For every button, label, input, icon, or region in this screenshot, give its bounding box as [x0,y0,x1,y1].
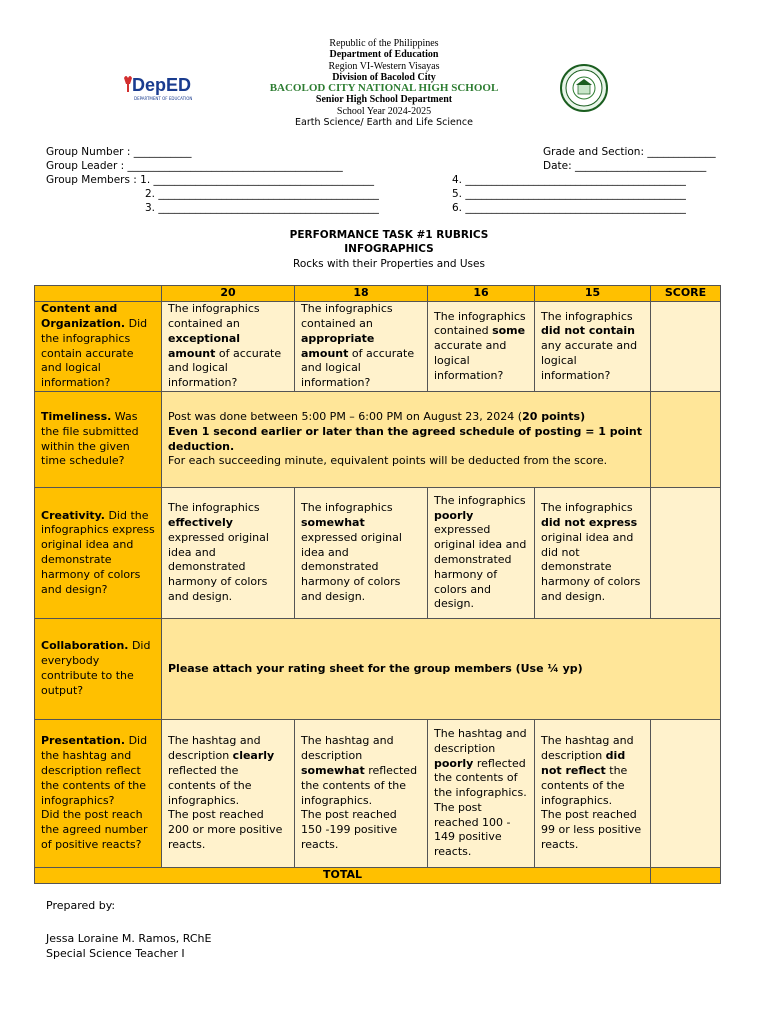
content-18: The infographics contained an appropriate amount of accurate and logical information? [295,302,428,392]
member-3-field: 3. __________________________________________ [145,202,379,214]
member-5-field: 5. __________________________________________ [452,188,686,200]
criterion-presentation-text: Presentation. Did the hashtag and description reflect the contents of the infographics? Did the post reach the agreed number of positive reacts? [41,734,148,851]
rubric-row-presentation [35,720,721,868]
criterion-creativity-text: Creativity. Did the infographics express original idea and demonstrate harmony of colors and design? [41,508,155,596]
creativity-15: The infographics did not express original idea and did not demonstrate harmony of colors and design. [535,488,651,619]
creativity-16: The infographics poorly expressed original idea and demonstrated harmony of colors and design. [428,488,535,619]
rubric-row-timeliness [35,392,721,488]
logo-deped-subtext: DEPARTMENT OF EDUCATION [134,96,193,101]
content-20: The infographics contained an exceptional amount of accurate and logical information? [162,302,295,392]
torch-icon [124,76,132,92]
presentation-18: The hashtag and description somewhat reflected the contents of the infographics. The post reached 150 -199 positive reacts. [295,720,428,868]
content-16: The infographics contained some accurate and logical information? [428,302,535,392]
creativity-20: The infographics effectively expressed original idea and demonstrated harmony of colors and design. [162,488,295,619]
preparer-position: Special Science Teacher I [46,947,185,960]
rubric-header-18: 18 [295,286,428,302]
header-line-republic: Republic of the Philippines [329,38,439,49]
rubric-total-row [35,868,721,884]
school-name: BACOLOD CITY NATIONAL HIGH SCHOOL [269,82,499,95]
header-line-department: Senior High School Department [315,94,453,106]
total-label: TOTAL [35,868,651,884]
presentation-15: The hashtag and description did not reflect the contents of the infographics. The post reached 99 or less positive reacts. [535,720,651,868]
presentation-16: The hashtag and description poorly reflected the contents of the infographics. The post reached 100 - 149 positive reacts. [428,720,535,868]
content-15: The infographics did not contain any accurate and logical information? [535,302,651,392]
rubric-header-criteria [35,286,162,302]
rubric-header-15: 15 [535,286,651,302]
header-line-division: Division of Bacolod City [332,71,436,83]
total-score [651,868,721,884]
header-line-region: Region VI-Western Visayas [328,60,440,72]
group-number-field: Group Number : ___________ [46,146,192,158]
criterion-creativity [35,488,162,619]
rubric-header-row [35,286,721,302]
presentation-20: The hashtag and description clearly reflected the contents of the infographics. The post reached 200 or more positive reacts. [162,720,295,868]
preparer-name: Jessa Loraine M. Ramos, RChE [46,932,212,945]
rubric-row-collaboration [35,619,721,720]
school-seal-logo [556,64,612,112]
group-members-field: Group Members : 1. __________________________________________ [46,174,375,186]
grade-section-field: Grade and Section: _____________ [543,146,716,158]
rubric-subtitle: INFOGRAPHICS [344,243,434,255]
collaboration-description: Please attach your rating sheet for the group members (Use ¼ yp) [162,619,721,720]
date-field: Date: _________________________ [543,160,707,172]
header-line-deped: Department of Education [329,49,439,61]
deped-logo [122,72,204,104]
rubric-row-creativity [35,488,721,619]
rubric-topic: Rocks with their Properties and Uses [293,258,485,270]
content-score [651,302,721,392]
member-4-field: 4. __________________________________________ [452,174,686,186]
rubric-table [34,285,721,884]
criterion-presentation [35,720,162,868]
group-leader-field: Group Leader : _________________________________________ [46,160,343,172]
criterion-collaboration-text: Collaboration. Did everybody contribute to the output? [41,639,151,697]
logo-deped-text: DepED [132,75,192,95]
member-6-field: 6. __________________________________________ [452,202,686,214]
prepared-by-label: Prepared by: [46,899,116,912]
header-line-school-year: School Year 2024-2025 [336,105,432,117]
criterion-timeliness-text: Timeliness. Was the file submitted within the given time schedule? [41,409,139,468]
rubric-header-20: 20 [162,286,295,302]
timeliness-description: Post was done between 5:00 PM – 6:00 PM on August 23, 2024 (20 points) Even 1 second earlier or later than the agreed schedule of posting = 1 point deduction. For each succeeding minute, equivalent points will be deducted from the score. [162,392,651,488]
member-2-field: 2. __________________________________________ [145,188,379,200]
creativity-score [651,488,721,619]
criterion-collaboration [35,619,162,720]
criterion-content [35,302,162,392]
header-line-subject: Earth Science/ Earth and Life Science [295,117,473,129]
criterion-content-text: Content and Organization. Did the infographics contain accurate and logical information? [41,302,148,390]
document-header [0,38,768,128]
timeliness-score [651,392,721,488]
criterion-timeliness [35,392,162,488]
rubric-title: PERFORMANCE TASK #1 RUBRICS [289,229,489,241]
rubric-header-score: SCORE [651,286,721,302]
rubric-row-content [35,302,721,392]
creativity-18: The infographics somewhat expressed original idea and demonstrated harmony of colors and design. [295,488,428,619]
rubric-header-16: 16 [428,286,535,302]
presentation-score [651,720,721,868]
